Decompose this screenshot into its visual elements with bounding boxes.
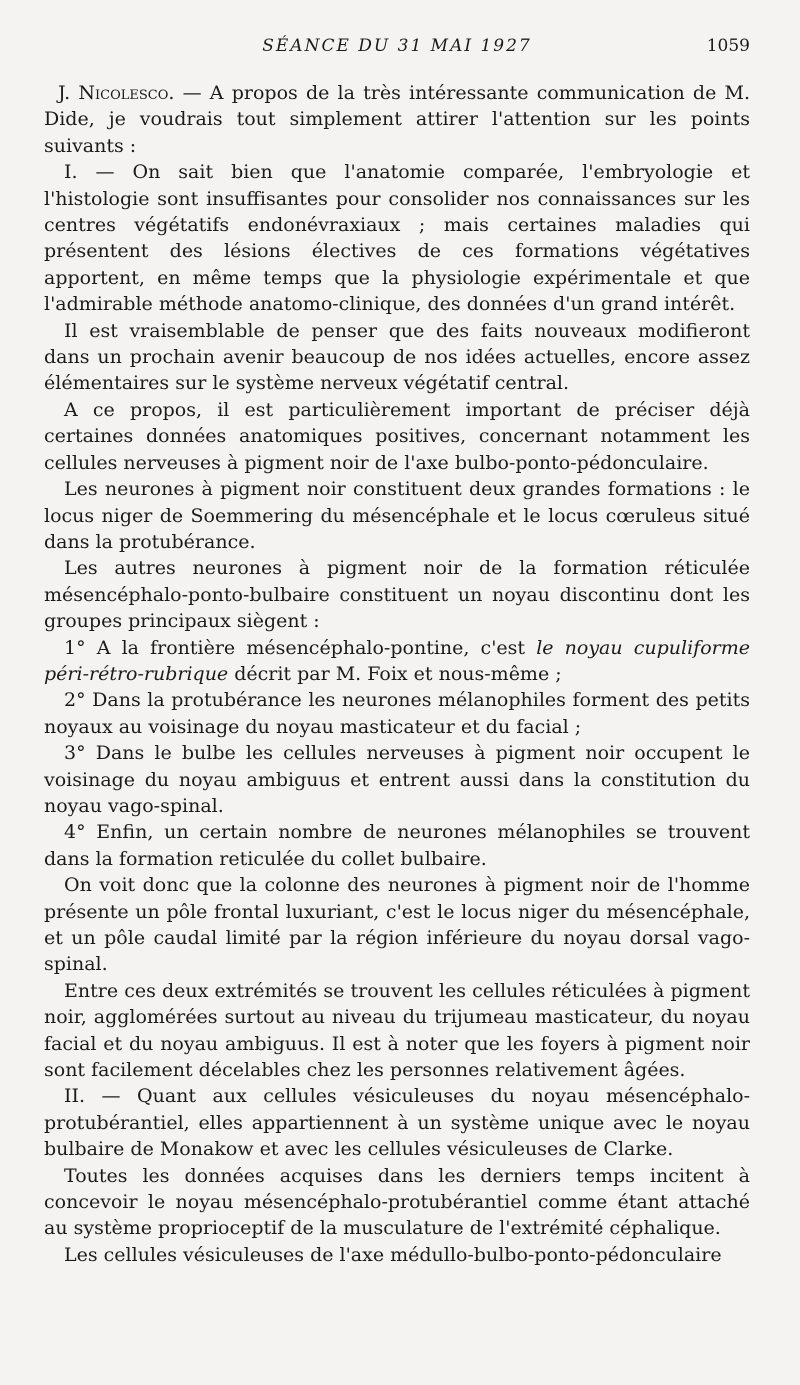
paragraph-9: 3° Dans le bulbe les cellules nerveuses à pigment noir occupent le voisinage du noyau ambiguus et entrent aussi dans la constitution du noyau vago-spinal. xyxy=(44,742,750,817)
paragraph-6: Les autres neurones à pigment noir de la formation réticulée mésencéphalo-ponto-bulbaire constituent un noyau discontinu dont les groupes principaux siègent : xyxy=(44,557,750,633)
paragraph-7-tail: décrit par M. Foix et nous-même ; xyxy=(228,662,562,685)
paragraph-11: On voit donc que la colonne des neurones à pigment noir de l'homme présente un pôle frontal luxuriant, c'est le locus niger du mésencéphale, et un pôle caudal limité par la région inférieure du noyau dorsal vago-spinal. xyxy=(44,874,750,976)
paragraph-8: 2° Dans la protubérance les neurones mélanophiles forment des petits noyaux au voisinage du noyau masticateur et du facial ; xyxy=(44,689,750,738)
paragraph-12: Entre ces deux extrémités se trouvent les cellules réticulées à pigment noir, agglomérées surtout au niveau du trijumeau masticateur, du noyau facial et du noyau ambiguus. Il est à noter que les foyers à pigment noir sont facilement décelables chez les personnes relativement âgées. xyxy=(44,979,750,1082)
page-number: 1059 xyxy=(706,36,750,56)
running-header xyxy=(44,36,750,80)
paragraph-14: Toutes les données acquises dans les derniers temps incitent à concevoir le noyau mésencéphalo-protubérantiel comme étant attaché au système proprioceptif de la musculature de l'extrémité céphalique. xyxy=(44,1164,750,1240)
author-name: J. Nicolesco. xyxy=(58,82,175,104)
paragraph-1-text: — A propos de la très intéressante communication de M. Dide, je voudrais tout simplement attirer l'attention sur les points suivants : xyxy=(44,82,751,157)
body-text xyxy=(44,80,750,1268)
paragraph-10: 4° Enfin, un certain nombre de neurones mélanophiles se trouvent dans la formation reticulée du collet bulbaire. xyxy=(44,821,750,870)
paragraph-7-lead: 1° A la frontière mésencéphalo-pontine, c'est xyxy=(64,636,537,659)
nucleus-name-italic: le noyau cupuliforme péri-rétro-rubrique xyxy=(44,636,750,685)
running-title: SÉANCE DU 31 MAI 1927 xyxy=(262,36,532,56)
paragraph-7 xyxy=(44,635,750,688)
paragraph-2: I. — On sait bien que l'anatomie comparée, l'embryologie et l'histologie sont insuffisantes pour consolider nos connaissances sur les centres végétatifs endonévraxiaux ; mais certaines maladies qui présentent des lésions électives de ces formations végétatives apportent, en même temps que la physiologie expérimentale et que l'admirable méthode anatomo-clinique, des données d'un grand intérêt. xyxy=(44,161,750,316)
paragraph-3: Il est vraisemblable de penser que des faits nouveaux modifieront dans un prochain avenir beaucoup de nos idées actuelles, encore assez élémentaires sur le système nerveux végétatif central. xyxy=(44,319,750,395)
paragraph-13: II. — Quant aux cellules vésiculeuses du noyau mésencéphalo-protubérantiel, elles appartiennent à un système unique avec le noyau bulbaire de Monakow et avec les cellules vésiculeuses de Clarke. xyxy=(44,1085,750,1161)
paragraph-1 xyxy=(44,80,750,159)
paragraph-4: A ce propos, il est particulièrement important de préciser déjà certaines données anatomiques positives, concernant notamment les cellules nerveuses à pigment noir de l'axe bulbo-ponto-pédonculaire. xyxy=(44,398,750,474)
paragraph-5: Les neurones à pigment noir constituent deux grandes formations : le locus niger de Soemmering du mésencéphale et le locus cœruleus situé dans la protubérance. xyxy=(44,478,750,553)
paragraph-15: Les cellules vésiculeuses de l'axe médullo-bulbo-ponto-pédonculaire xyxy=(64,1243,722,1266)
